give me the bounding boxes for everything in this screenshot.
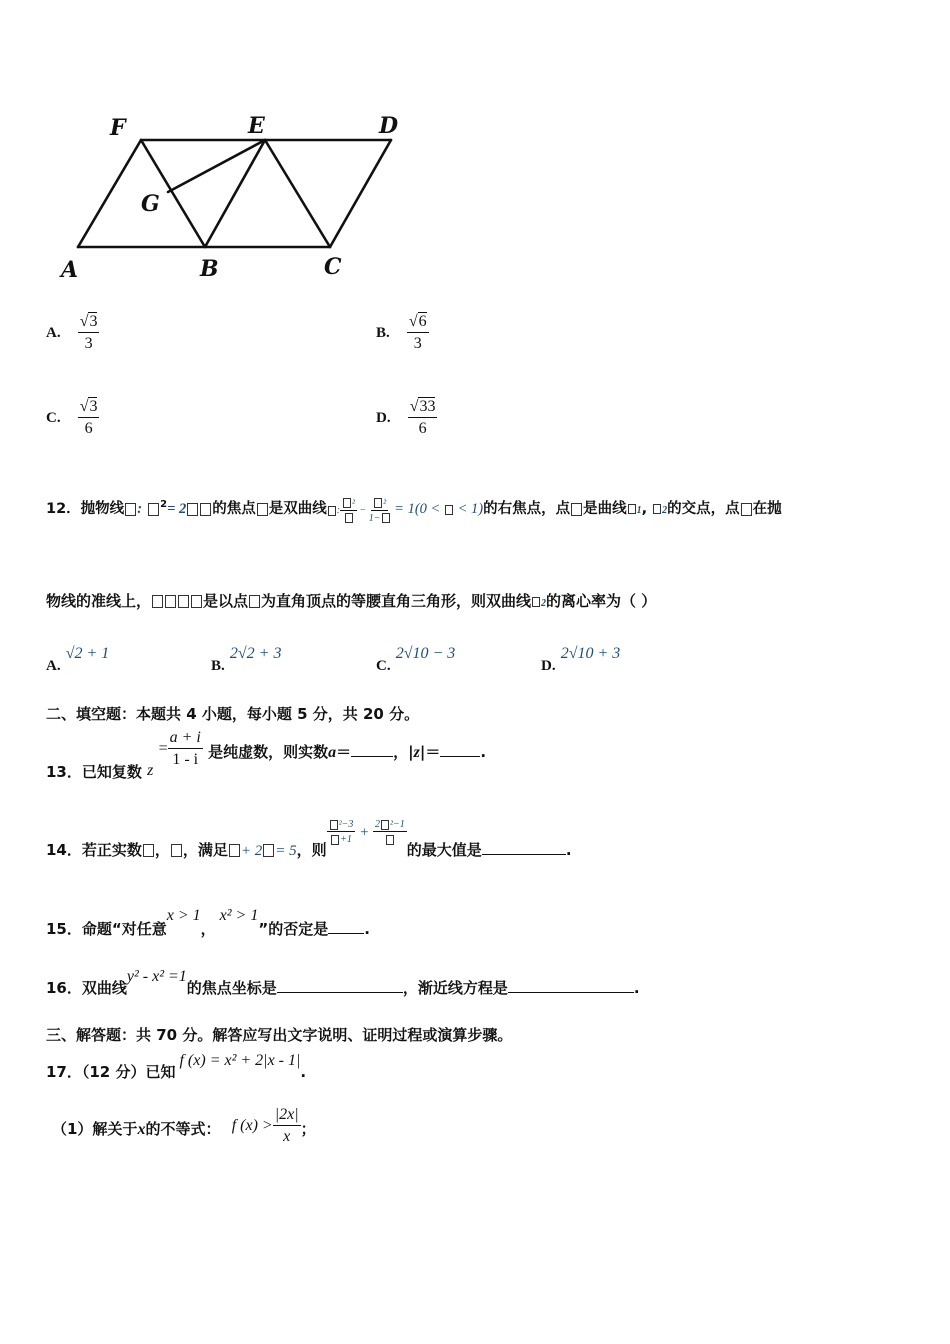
segment-EC — [265, 140, 330, 247]
option-letter: C. — [46, 410, 61, 427]
section3-heading: 三、解答题：共 70 分。解答应写出文字说明、证明过程或演算步骤。 — [46, 1026, 513, 1044]
segment-DC — [330, 140, 391, 247]
label-G: G — [141, 191, 160, 217]
segment-FA — [78, 140, 141, 247]
option-letter: D. — [376, 410, 391, 427]
q11-option-d[interactable]: D. $\frac{√33}{6}$ — [376, 398, 436, 437]
q12-option-b[interactable]: B. 2√2 + 3 — [211, 645, 282, 674]
q12-option-d[interactable]: D. 2√10 + 3 — [541, 645, 621, 674]
answer-blank-modulus[interactable] — [440, 742, 480, 757]
q12-line1: 12．抛物线 : $^2$= 2 的焦点 是双曲线 : ² − $\frac{\text{²}}{1-}$ = 1(0 < < 1)的右焦点，点 是曲线 1, 2的交点，点 在抛 — [46, 497, 782, 524]
q15: 15．命题“对任意x > 1，x² > 1”的否定是 . — [46, 907, 370, 938]
q12-option-a[interactable]: A. √2 + 1 — [46, 645, 110, 674]
q11-option-c[interactable]: C. $\frac{√3}{6}$ — [46, 398, 98, 437]
option-letter: A. — [46, 325, 61, 342]
label-E: E — [248, 113, 265, 139]
label-D: D — [379, 113, 399, 139]
q13: 13．已知复数 z = $\frac{a + i}{1 - i}$ 是纯虚数，则实数a＝ ，|z|＝ . — [46, 729, 487, 782]
q12-line2: 物线的准线上， 是以点 为直角顶点的等腰直角三角形，则双曲线 2的离心率为（ ） — [46, 592, 657, 610]
parallelogram-figure — [55, 110, 415, 285]
label-F: F — [110, 115, 126, 141]
answer-blank-negation[interactable] — [328, 919, 364, 934]
q17-part1: （1）解关于x的不等式： f (x) > $\frac{|2x|}{x}$ ； — [52, 1106, 316, 1145]
q17-stem: 17．（12 分）已知f (x) = x² + 2|x - 1|. — [46, 1052, 307, 1081]
label-C: C — [324, 254, 342, 280]
section2-heading: 二、填空题：本题共 4 小题，每小题 5 分，共 20 分。 — [46, 705, 420, 723]
label-B: B — [200, 256, 219, 282]
q12-option-c[interactable]: C. 2√10 − 3 — [376, 645, 456, 674]
answer-blank-a[interactable] — [351, 742, 393, 757]
answer-blank-asymptote[interactable] — [508, 978, 634, 993]
q11-option-a[interactable]: A. $\frac{√3}{3}$ — [46, 313, 98, 352]
q16: 16．双曲线y² - x² =1的焦点坐标是 ，渐近线方程是 . — [46, 968, 640, 997]
option-letter: B. — [376, 325, 390, 342]
answer-blank-foci[interactable] — [277, 978, 403, 993]
q11-option-b[interactable]: B. $\frac{√6}{3}$ — [376, 313, 427, 352]
label-A: A — [61, 257, 79, 283]
answer-blank-max[interactable] — [482, 840, 566, 855]
q14: 14．若正实数 ， ，满足 + 2 = 5，则 $\frac{\text{²−3}}{+1}$ + 2 ²−1 的最大值是 . — [46, 819, 572, 859]
